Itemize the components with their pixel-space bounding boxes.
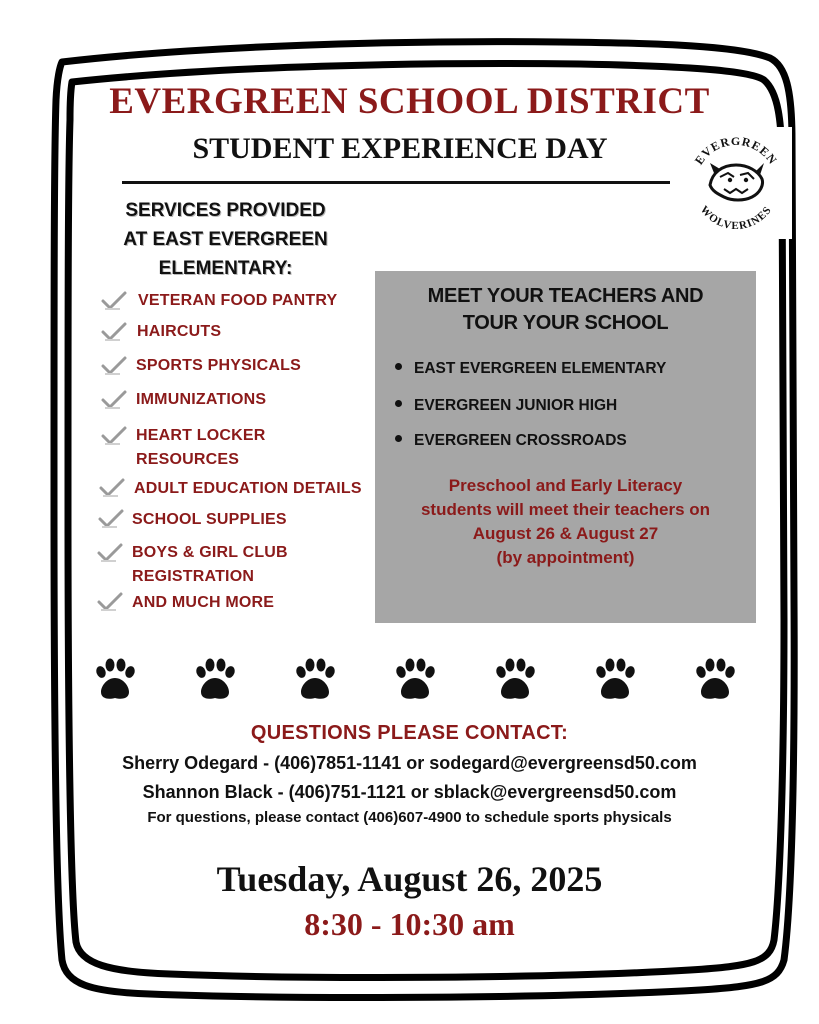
checkmark-icon [100,355,128,377]
bullet-icon [395,435,402,442]
meet-teachers-heading: MEET YOUR TEACHERS AND TOUR YOUR SCHOOL [427,285,704,334]
services-heading: SERVICES PROVIDED AT EAST EVERGREEN ELEMENTARY: [123,200,328,279]
service-label: ADULT EDUCATION DETAILS [134,480,362,497]
school-list-item: EVERGREEN JUNIOR HIGH [395,397,617,415]
contact-note: For questions, please contact (406)607-4900 to schedule sports physicals [147,809,672,826]
checkmark-icon [96,591,124,613]
checkmark-icon [98,477,126,499]
paw-print-icon [695,658,735,702]
checkmark-icon [100,389,128,411]
service-label: VETERAN FOOD PANTRY [138,292,338,309]
bullet-icon [395,400,402,407]
event-time: 8:30 - 10:30 am [304,906,515,942]
paw-print-icon [495,658,535,702]
service-label: IMMUNIZATIONS [136,391,267,408]
checkmark-icon [100,321,128,343]
school-list-item: EVERGREEN CROSSROADS [395,432,627,450]
checkmark-icon [96,542,124,564]
svg-text:WOLVERINES [698,204,774,232]
school-logo [680,127,792,239]
page-title: EVERGREEN SCHOOL DISTRICT [109,81,710,122]
paw-print-icon [595,658,635,702]
preschool-note: Preschool and Early Literacy students will meet their teachers on August 26 & August 27 (by appointment) [420,476,711,567]
wolverine-mascot-icon [710,163,764,200]
service-label: HEART LOCKER [136,427,266,444]
logo-top-text: EVERGREEN [691,134,781,168]
service-label: AND MUCH MORE [132,594,275,611]
service-label: SPORTS PHYSICALS [136,357,302,374]
logo-bottom-text: WOLVERINES [697,203,775,233]
checkmark-icon [100,425,128,447]
paw-print-icon [395,658,435,702]
service-label: HAIRCUTS [137,323,222,340]
checkmark-icon [100,290,128,312]
service-label: BOYS & GIRL CLUB [132,544,288,561]
service-label: REGISTRATION [132,568,255,585]
svg-text:EVERGREEN [692,134,780,167]
checkmark-icon [97,508,125,530]
paw-print-icon [295,658,335,702]
paw-print-icon [95,658,135,702]
bullet-icon [395,363,402,370]
page-subtitle: STUDENT EXPERIENCE DAY [192,132,608,165]
paw-print-icon [195,658,235,702]
service-label: RESOURCES [136,451,240,468]
event-date: Tuesday, August 26, 2025 [216,859,603,899]
contact-line: Shannon Black - (406)751-1121 or sblack@evergreensd50.com [142,782,677,802]
contact-heading: QUESTIONS PLEASE CONTACT: [250,722,569,744]
contact-line: Sherry Odegard - (406)7851-1141 or sodegard@evergreensd50.com [122,753,697,773]
school-list-item: EAST EVERGREEN ELEMENTARY [395,360,666,378]
title-divider [122,181,670,184]
service-label: SCHOOL SUPPLIES [132,511,287,528]
